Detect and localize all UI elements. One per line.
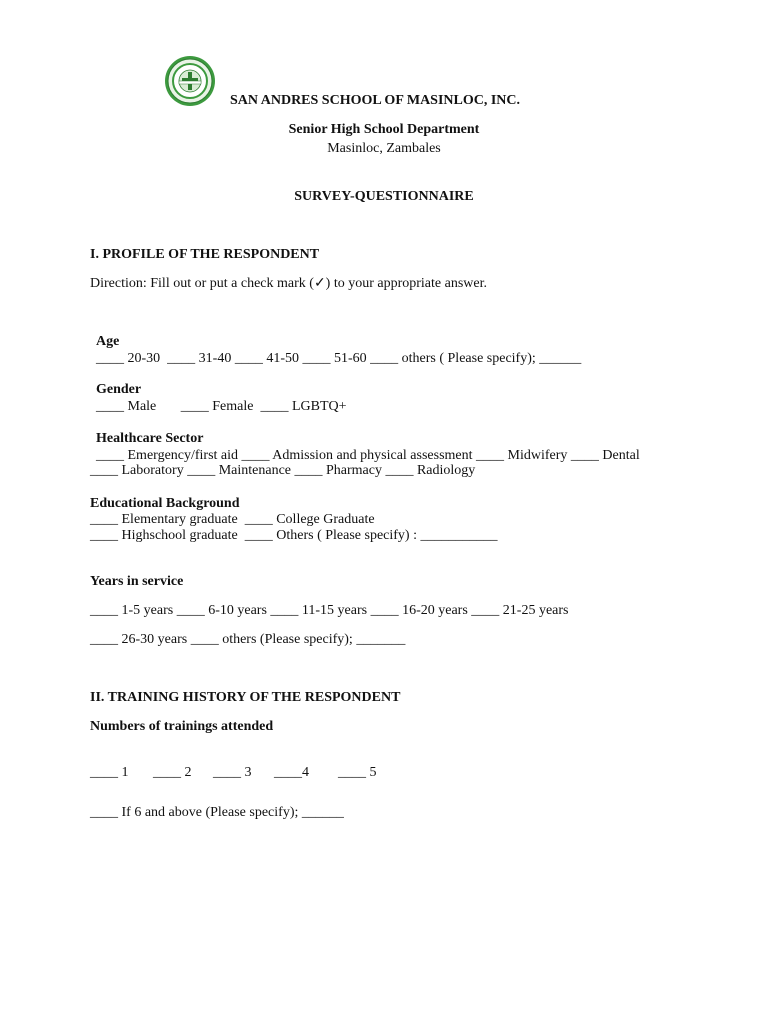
section2-heading: II. TRAINING HISTORY OF THE RESPONDENT [90, 690, 401, 705]
department-name: Senior High School Department [288, 122, 480, 137]
age-options: ____ 20-30 ____ 31-40 ____ 41-50 ____ 51-60 ____ others ( Please specify); ______ [96, 351, 582, 366]
trainings-subheading: Numbers of trainings attended [90, 719, 274, 734]
direction-text: Direction: Fill out or put a check mark (✓) to your appropriate answer. [90, 276, 488, 291]
training-option-1: ____ 1 [90, 765, 129, 780]
training-option-5: ____ 5 [338, 765, 377, 780]
document-title: SURVEY-QUESTIONNAIRE [294, 189, 474, 204]
education-options-line1: ____ Elementary graduate ____ College Graduate [90, 512, 375, 527]
years-label: Years in service [90, 574, 184, 589]
age-label: Age [96, 334, 120, 349]
years-options-line2: ____ 26-30 years ____ others (Please specify); _______ [90, 632, 406, 647]
training-option-3: ____ 3 [213, 765, 252, 780]
section1-heading: I. PROFILE OF THE RESPONDENT [90, 247, 320, 262]
healthcare-label: Healthcare Sector [96, 431, 204, 446]
school-name: SAN ANDRES SCHOOL OF MASINLOC, INC. [230, 93, 521, 108]
training-option-6-above: ____ If 6 and above (Please specify); ______ [90, 805, 344, 820]
training-option-4: ____4 [274, 765, 309, 780]
school-location: Masinloc, Zambales [327, 141, 441, 156]
education-options-line2: ____ Highschool graduate ____ Others ( Please specify) : ___________ [90, 528, 498, 543]
education-label: Educational Background [90, 496, 240, 511]
healthcare-options-line1: ____ Emergency/first aid ____ Admission and physical assessment ____ Midwifery ____ Dental [96, 448, 640, 463]
school-seal-icon [164, 55, 216, 107]
gender-options: ____ Male ____ Female ____ LGBTQ+ [96, 399, 347, 414]
years-options-line1: ____ 1-5 years ____ 6-10 years ____ 11-15 years ____ 16-20 years ____ 21-25 years [90, 603, 569, 618]
training-option-2: ____ 2 [153, 765, 192, 780]
healthcare-options-line2: ____ Laboratory ____ Maintenance ____ Pharmacy ____ Radiology [90, 463, 476, 478]
gender-label: Gender [96, 382, 142, 397]
